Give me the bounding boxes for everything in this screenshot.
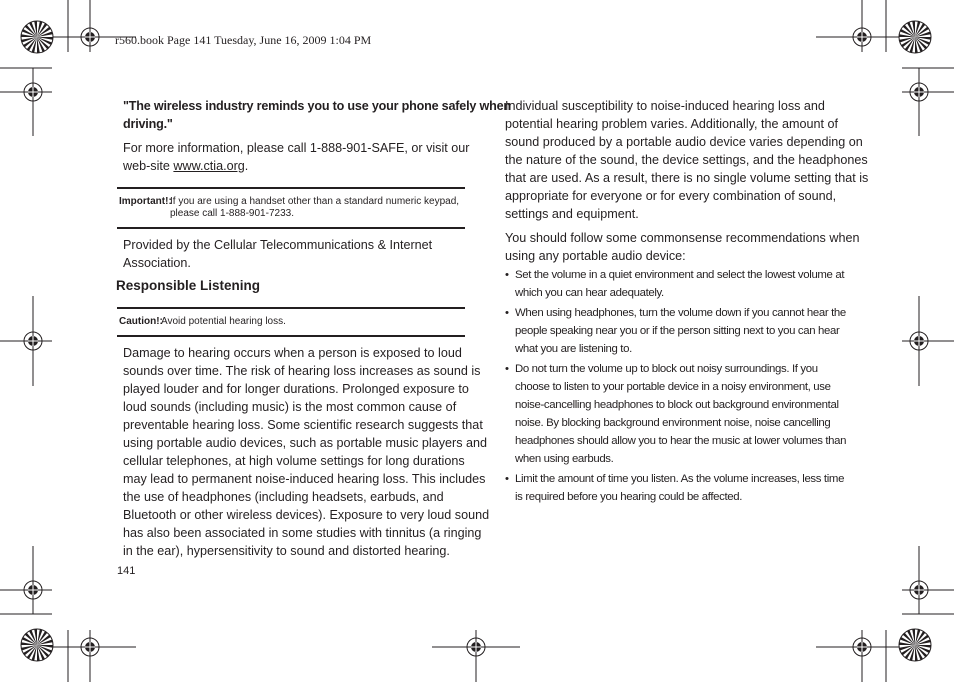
provided-line: Association. — [123, 256, 191, 270]
susceptibility-line: the nature of the sound, the device settings, and the headphones — [505, 153, 868, 167]
recommendations-intro-line: using any portable audio device: — [505, 249, 686, 263]
bullet-icon: • — [505, 363, 509, 375]
list-item-line: noise. By blocking background environment noise, noise cancelling — [515, 417, 831, 429]
susceptibility-line: Individual susceptibility to noise-induced hearing loss and — [505, 99, 825, 113]
important-note — [117, 187, 465, 229]
important-line: please call 1-888-901-7233. — [170, 208, 294, 219]
list-item-line: is required before you hearing could be affected. — [515, 491, 743, 503]
info-line-prefix: web-site — [123, 159, 174, 173]
info-line — [123, 157, 469, 175]
list-item-line: Set the volume in a quiet environment and select the lowest volume at — [515, 269, 845, 281]
damage-line: Bluetooth or other wireless devices). Exposure to very loud sound — [123, 508, 490, 522]
recommendations-intro-line: You should follow some commonsense recommendations when — [505, 231, 860, 245]
safety-quote-line: driving." — [123, 117, 173, 131]
list-item-text — [515, 470, 855, 506]
list-item-text — [515, 304, 855, 358]
damage-line: has also been associated in some studies with tinnitus (a ringing — [123, 526, 482, 540]
important-text — [170, 196, 459, 220]
info-line: For more information, please call 1-888-901-SAFE, or visit our — [123, 141, 470, 155]
section-heading: Responsible Listening — [116, 278, 261, 293]
list-item-line: Do not turn the volume up to block out noisy surroundings. If you — [515, 363, 818, 375]
provided-by — [123, 236, 432, 272]
list-item-line: when using earbuds. — [515, 453, 614, 465]
important-line: If you are using a handset other than a standard numeric keypad, — [170, 196, 460, 207]
list-item-line: Limit the amount of time you listen. As the volume increases, less time — [515, 473, 845, 485]
starburst-target-icon — [21, 629, 53, 661]
recommendations-intro — [505, 229, 859, 265]
damage-line: cellular telephones, at high volume settings for long durations — [123, 454, 465, 468]
damage-line: Damage to hearing occurs when a person is exposed to loud — [123, 346, 462, 360]
susceptibility-line: appropriate for everyone or for every combination of sound, — [505, 189, 837, 203]
damage-line: the use of headphones (including headsets, earbuds, and — [123, 490, 444, 504]
list-item-text — [515, 266, 855, 302]
caution-text: Avoid potential hearing loss. — [161, 316, 286, 327]
damage-line: may lead to permanent noise-induced hearing loss. This includes — [123, 472, 486, 486]
susceptibility-paragraph — [505, 97, 868, 223]
list-item-line: what you are listening to. — [515, 343, 632, 355]
damage-paragraph — [123, 344, 489, 560]
list-item-line: which you can hear adequately. — [515, 287, 664, 299]
info-paragraph — [123, 139, 469, 175]
list-item-line: noise-cancelling headphones to block out background environmental — [515, 399, 839, 411]
damage-line: using portable audio devices, such as portable music players and — [123, 436, 488, 450]
list-item-line: headphones should allow you to hear the music at lower volumes than — [515, 435, 847, 447]
bullet-icon: • — [505, 473, 509, 485]
print-header: r560.book Page 141 Tuesday, June 16, 2009 1:04 PM — [115, 33, 372, 47]
provided-line: Provided by the Cellular Telecommunications & Internet — [123, 238, 433, 252]
damage-line: in the ear), hypersensitivity to sound and distorted hearing. — [123, 544, 450, 558]
list-item-line: When using headphones, turn the volume down if you cannot hear the — [515, 307, 846, 319]
susceptibility-line: potential hearing problem varies. Additionally, the amount of — [505, 117, 839, 131]
important-label: Important!: — [119, 196, 172, 207]
starburst-target-icon — [21, 21, 53, 53]
damage-line: preventable hearing loss. Some scientific research suggests that — [123, 418, 483, 432]
damage-line: sounds over time. The risk of hearing loss increases as sound is — [123, 364, 481, 378]
info-line-suffix: . — [244, 159, 249, 173]
page-number: 141 — [117, 565, 136, 577]
safety-quote-line: "The wireless industry reminds you to use your phone safely when — [123, 99, 511, 113]
safety-quote — [123, 97, 511, 133]
starburst-target-icon — [899, 629, 931, 661]
bullet-icon: • — [505, 269, 509, 281]
caution-note — [117, 307, 465, 337]
list-item-text — [515, 360, 855, 468]
damage-line: played louder and for longer durations. Prolonged exposure to — [123, 382, 469, 396]
susceptibility-line: that are used. As a result, there is no single volume setting that is — [505, 171, 869, 185]
caution-label: Caution!: — [119, 316, 163, 327]
damage-line: loud sounds (including music) is the most common cause of — [123, 400, 457, 414]
susceptibility-line: settings and equipment. — [505, 207, 639, 221]
list-item-line: people speaking near you or if the person sitting next to you can hear — [515, 325, 840, 337]
susceptibility-line: sound produced by a portable audio device varies depending on — [505, 135, 863, 149]
ctia-link[interactable]: www.ctia.org — [173, 159, 245, 173]
list-item-line: choose to listen to your portable device in a noisy environment, use — [515, 381, 831, 393]
starburst-target-icon — [899, 21, 931, 53]
bullet-icon: • — [505, 307, 509, 319]
